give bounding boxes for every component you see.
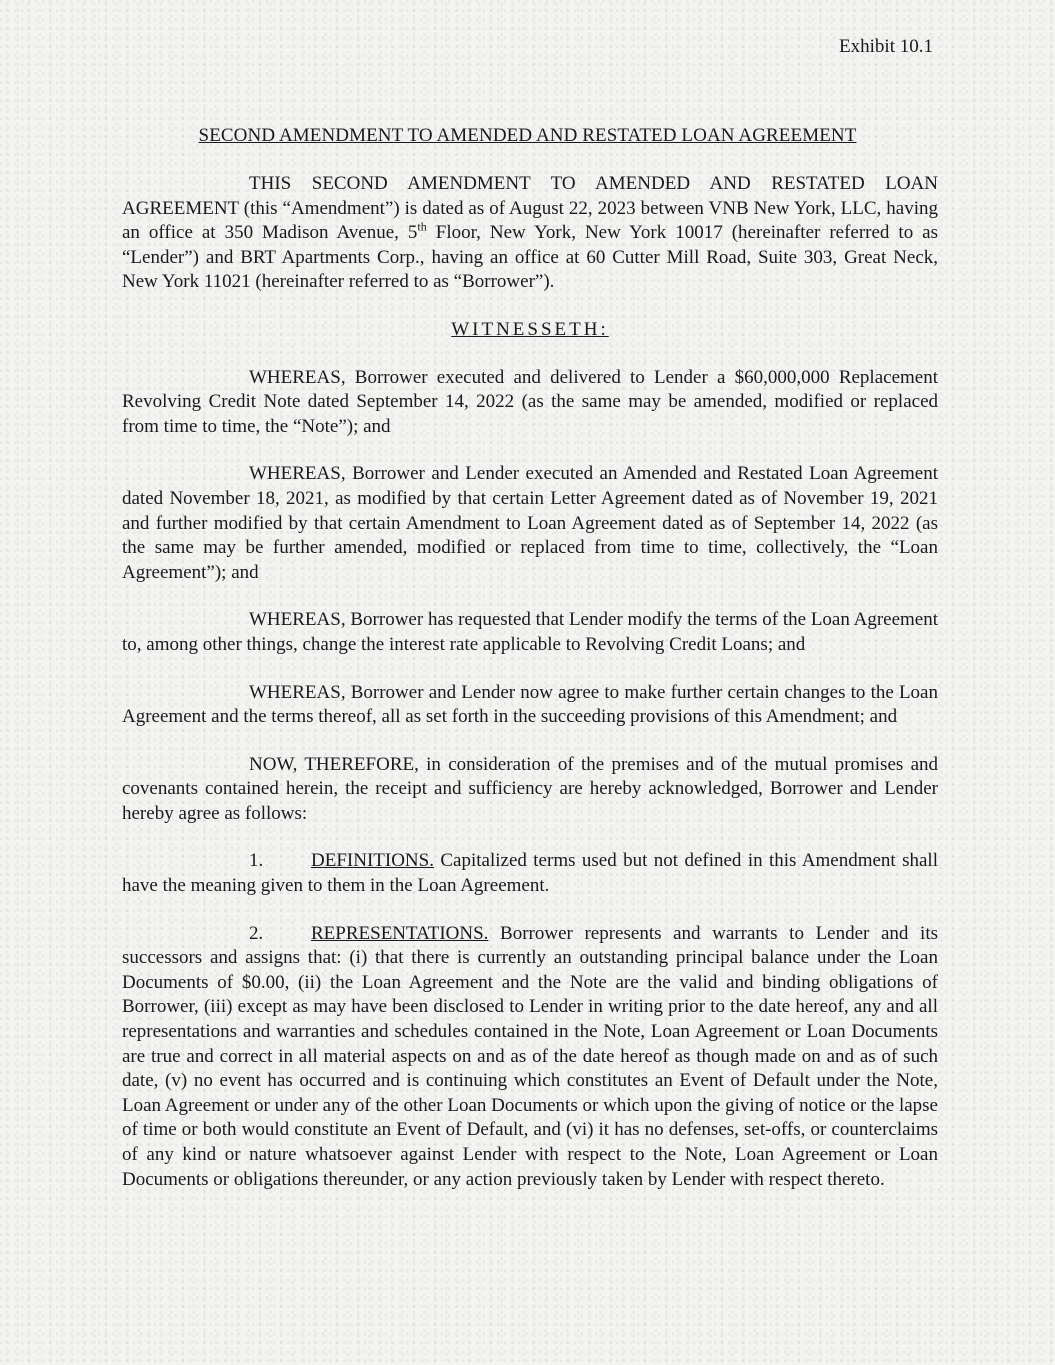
section-1-text: Capitalized terms used but not defined in this Amendment shall have the meaning given to them in the Loan Agreement. <box>122 850 938 897</box>
section-representations <box>122 922 938 1193</box>
intro-superscript: th <box>417 219 427 234</box>
whereas-paragraph-4: WHEREAS, Borrower and Lender now agree to make further certain changes to the Loan Agreement and the terms thereof, all as set forth in the succeeding provisions of this Amendment; and <box>122 681 938 728</box>
witnesseth-text: WITNESSETH: <box>451 318 609 340</box>
section-1-heading: DEFINITIONS. <box>311 850 434 872</box>
whereas-paragraph-3: WHEREAS, Borrower has requested that Lender modify the terms of the Loan Agreement to, among other things, change the interest rate applicable to Revolving Credit Loans; and <box>122 609 938 655</box>
document-body <box>122 172 938 1215</box>
section-1-number: 1. <box>249 850 264 872</box>
whereas-paragraph-2: WHEREAS, Borrower and Lender executed an Amended and Restated Loan Agreement dated November 18, 2021, as modified by that certain Letter Agreement dated as of November 19, 2021 and further modified by that certain Amendment to Loan Agreement dated as of September 14, 2022 (as the same may be further amended, modified or replaced from time to time, collectively, the “Loan Agreement”); and <box>122 463 938 583</box>
section-2-number: 2. <box>249 922 264 944</box>
witnesseth-heading <box>122 318 938 343</box>
intro-paragraph <box>122 172 938 295</box>
intro-text-part1: THIS SECOND AMENDMENT TO AMENDED AND RESTATED LOAN AGREEMENT (this “Amendment”) is dated as of August 22, 2023 between VNB New York, LLC, having an office at 350 Madison Avenue, 5 <box>122 173 938 244</box>
whereas-paragraph-1: WHEREAS, Borrower executed and delivered to Lender a $60,000,000 Replacement Revolving Credit Note dated September 14, 2022 (as the same may be amended, modified or replaced from time to time, the “Note”); and <box>122 366 938 437</box>
intro-text-part2: Floor, New York, New York 10017 (hereinafter referred to as “Lender”) and BRT Apartments Corp., having an office at 60 Cutter Mill Road, Suite 303, Great Neck, New York 11021 (hereinafter referred to as “Borrower”). <box>122 222 939 293</box>
section-2-text: Borrower represents and warrants to Lender and its successors and assigns that: (i) that there is currently an outstanding principal balance under the Loan Documents of $0.00, (ii) the Loan Agreement and the Note are the valid and binding obligations of Borrower, (iii) except as may have been disclosed to Lender in writing prior to the date hereof, any and all representations and warranties and schedules contained in the Note, Loan Agreement or Loan Documents are true and correct in all material aspects on and as of the date hereof as though made on and as of such date, (v) no event has occurred and is continuing which constitutes an Event of Default under the Note, Loan Agreement or under any of the other Loan Documents or which upon the giving of notice or the lapse of time or both would constitute an Event of Default, and (vi) it has no defenses, set-offs, or counterclaims of any kind or nature whatsoever against Lender with respect to the Note, Loan Agreement or Loan Documents or obligations thereunder, or any action previously taken by Lender with respect thereto. <box>122 922 938 1190</box>
section-2-heading: REPRESENTATIONS. <box>311 922 489 944</box>
section-definitions <box>122 849 938 898</box>
now-therefore-paragraph: NOW, THEREFORE, in consideration of the premises and of the mutual promises and covenants contained herein, the receipt and sufficiency are hereby acknowledged, Borrower and Lender hereby agree as follows: <box>122 753 938 824</box>
document-title: SECOND AMENDMENT TO AMENDED AND RESTATED LOAN AGREEMENT <box>198 125 857 146</box>
exhibit-label: Exhibit 10.1 <box>839 36 933 57</box>
